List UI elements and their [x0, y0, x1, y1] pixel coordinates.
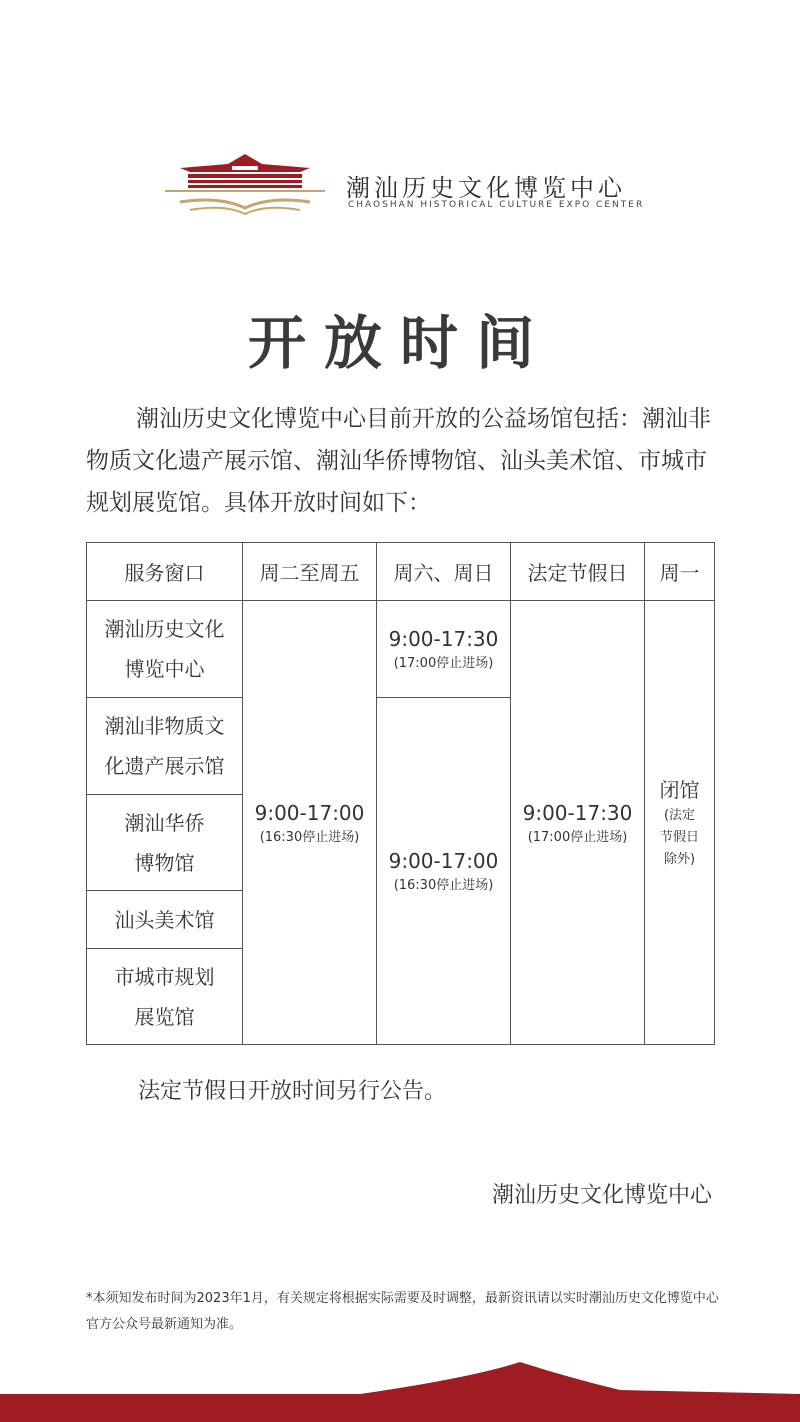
header-sat-sun: 周六、周日 [377, 543, 511, 601]
bottom-decoration [0, 1360, 800, 1422]
weekend-hours-others: 9:00-17:00 (16:30停止进场) [377, 698, 511, 1045]
page-title: 开放时间 [247, 309, 552, 377]
venue-intangible-heritage: 潮汕非物质文 化遗产展示馆 [87, 698, 243, 795]
venue-urban-planning: 市城市规划 展览馆 [87, 949, 243, 1045]
building-roof-logo-icon [160, 150, 330, 225]
weekend-hours-expo-center: 9:00-17:30 (17:00停止进场) [377, 601, 511, 698]
header-monday: 周一 [645, 543, 715, 601]
footnote: *本须知发布时间为2023年1月，有关规定将根据实际需要及时调整，最新资讯请以实时潮汕历史文化博览中心官方公众号最新通知为准。 [86, 1291, 719, 1332]
venue-art-museum: 汕头美术馆 [87, 891, 243, 949]
venue-overseas-chinese: 潮汕华侨 博物馆 [87, 795, 243, 891]
holiday-hours: 9:00-17:30 (17:00停止进场) [511, 601, 645, 1045]
signature: 潮汕历史文化博览中心 [491, 1183, 712, 1208]
venue-expo-center: 潮汕历史文化 博览中心 [87, 601, 243, 698]
opening-hours-table [86, 542, 715, 1045]
intro-paragraph: 潮汕历史文化博览中心目前开放的公益场馆包括：潮汕非物质文化遗产展示馆、潮汕华侨博物馆、汕头美术馆、市城市规划展览馆。具体开放时间如下： [86, 406, 711, 516]
weekday-note: (16:30停止进场) [259, 829, 360, 845]
holiday-note: 法定节假日开放时间另行公告。 [138, 1079, 447, 1104]
header-tue-fri: 周二至周五 [243, 543, 377, 601]
org-name-en: CHAOSHAN HISTORICAL CULTURE EXPO CENTER [348, 200, 645, 210]
header-service-window: 服务窗口 [87, 543, 243, 601]
header-public-holiday: 法定节假日 [511, 543, 645, 601]
org-name-cn: 潮汕历史文化博览中心 [346, 174, 626, 202]
header-logo [160, 150, 645, 230]
weekday-time: 9:00-17:00 [254, 800, 365, 825]
monday-closed: 闭馆 (法定 节假日 除外) [645, 601, 715, 1045]
weekday-hours [243, 601, 377, 1045]
